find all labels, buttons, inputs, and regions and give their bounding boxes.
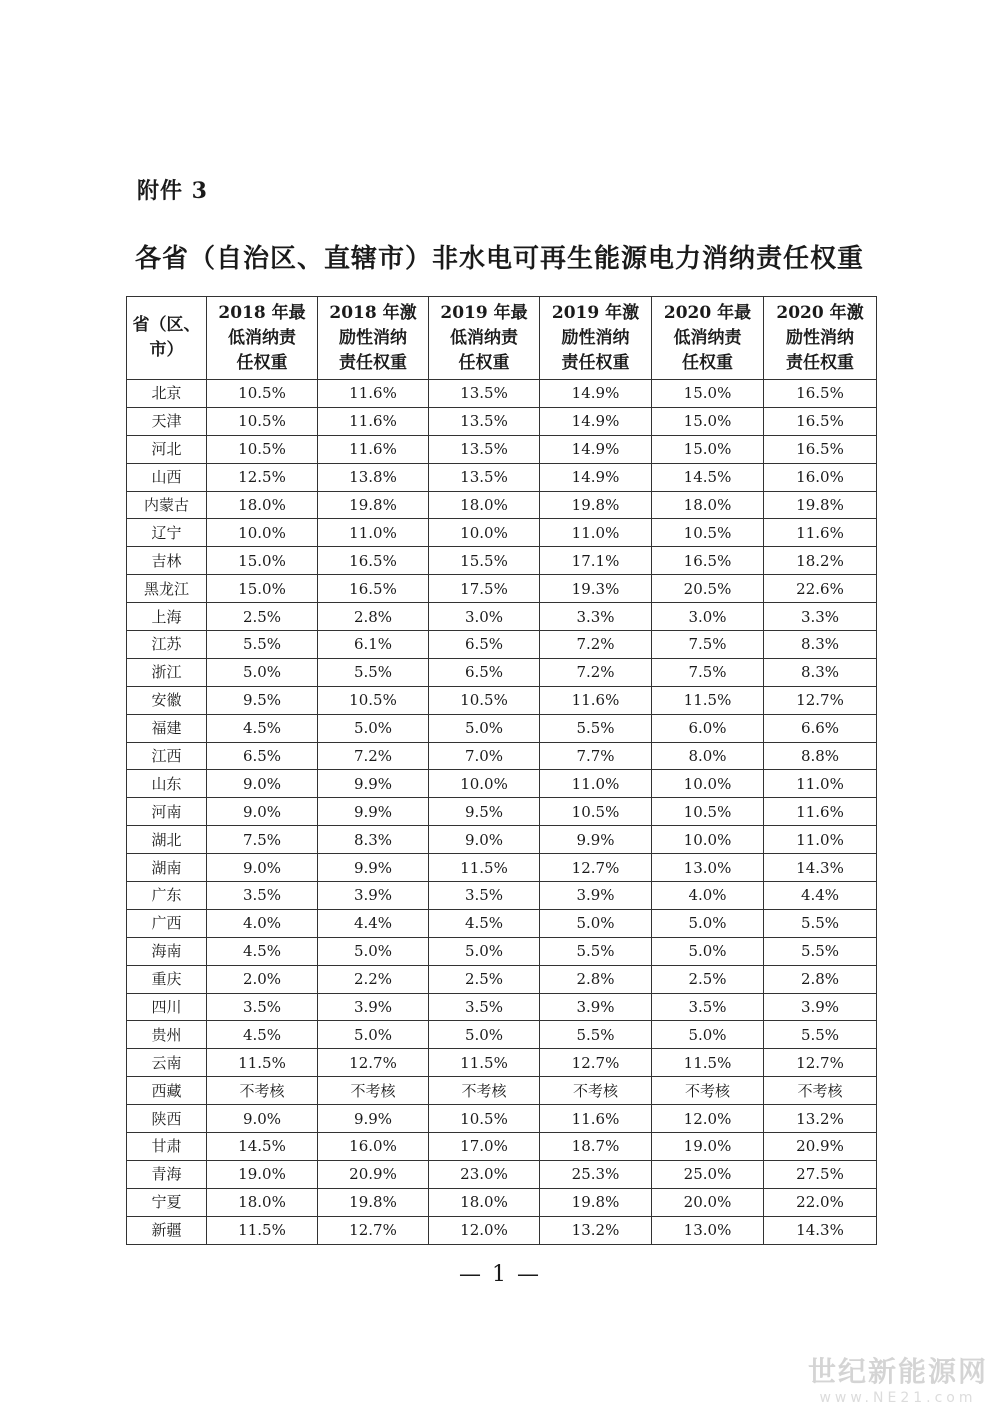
weight-cell: 16.5%	[764, 407, 877, 435]
weight-cell: 11.6%	[540, 686, 652, 714]
province-cell: 甘肃	[127, 1133, 207, 1161]
weight-cell: 14.5%	[652, 463, 764, 491]
header-column	[652, 297, 764, 380]
header-column	[429, 297, 540, 380]
table-row	[127, 547, 877, 575]
weight-cell: 17.1%	[540, 547, 652, 575]
weight-cell: 9.0%	[207, 854, 318, 882]
weight-cell: 16.0%	[764, 463, 877, 491]
weight-cell: 2.5%	[429, 965, 540, 993]
province-cell: 山西	[127, 463, 207, 491]
weight-cell: 11.6%	[764, 519, 877, 547]
weight-cell: 4.0%	[207, 909, 318, 937]
table-row	[127, 798, 877, 826]
weight-cell: 5.5%	[764, 937, 877, 965]
weight-cell: 11.0%	[540, 770, 652, 798]
weight-cell: 20.0%	[652, 1188, 764, 1216]
header-line: 2018 年激	[329, 302, 417, 323]
header-line: 2020 年激	[776, 302, 864, 323]
header-line: 2019 年最	[440, 302, 528, 323]
weight-cell: 12.7%	[764, 686, 877, 714]
weight-cell: 10.0%	[652, 770, 764, 798]
weight-cell: 14.9%	[540, 435, 652, 463]
weight-cell: 10.5%	[540, 798, 652, 826]
weight-cell: 4.4%	[764, 882, 877, 910]
weight-cell: 11.6%	[318, 407, 429, 435]
province-cell: 福建	[127, 714, 207, 742]
weight-cell: 10.5%	[652, 519, 764, 547]
table-row	[127, 519, 877, 547]
weight-cell: 5.5%	[207, 631, 318, 659]
province-cell: 广东	[127, 882, 207, 910]
weight-cell: 不考核	[207, 1077, 318, 1105]
weight-cell: 27.5%	[764, 1160, 877, 1188]
header-line: 任权重	[236, 352, 288, 373]
province-cell: 内蒙古	[127, 491, 207, 519]
weight-cell: 11.6%	[764, 798, 877, 826]
weight-cell: 2.2%	[318, 965, 429, 993]
table-row	[127, 993, 877, 1021]
header-line: 责任权重	[786, 352, 854, 373]
watermark-text: 世纪新能源网	[807, 1355, 988, 1388]
province-cell: 江西	[127, 742, 207, 770]
weight-cell: 9.0%	[207, 1105, 318, 1133]
header-line: 励性消纳	[339, 327, 407, 348]
weight-cell: 9.5%	[429, 798, 540, 826]
weight-cell: 15.0%	[652, 435, 764, 463]
weight-cell: 7.7%	[540, 742, 652, 770]
weight-cell: 18.7%	[540, 1133, 652, 1161]
weight-cell: 18.0%	[429, 1188, 540, 1216]
weight-cell: 9.0%	[207, 770, 318, 798]
province-cell: 天津	[127, 407, 207, 435]
weight-cell: 12.0%	[429, 1216, 540, 1244]
weight-cell: 6.5%	[429, 631, 540, 659]
weight-cell: 4.5%	[207, 1021, 318, 1049]
header-line: 低消纳责	[228, 327, 296, 348]
weight-cell: 16.0%	[318, 1133, 429, 1161]
province-cell: 浙江	[127, 658, 207, 686]
weight-cell: 12.7%	[318, 1216, 429, 1244]
table-row	[127, 937, 877, 965]
weight-cell: 10.5%	[429, 1105, 540, 1133]
weight-cell: 3.5%	[429, 993, 540, 1021]
weight-cell: 5.0%	[318, 937, 429, 965]
weight-cell: 10.5%	[207, 380, 318, 408]
header-line: 励性消纳	[786, 327, 854, 348]
weight-cell: 4.5%	[207, 937, 318, 965]
weight-cell: 15.0%	[652, 380, 764, 408]
weight-cell: 11.6%	[318, 435, 429, 463]
weight-cell: 11.5%	[429, 1049, 540, 1077]
weight-cell: 9.9%	[318, 854, 429, 882]
watermark-logo	[808, 1350, 988, 1406]
weight-cell: 9.0%	[207, 798, 318, 826]
weight-cell: 5.0%	[318, 1021, 429, 1049]
weight-cell: 5.5%	[540, 937, 652, 965]
weight-cell: 2.8%	[764, 965, 877, 993]
weight-cell: 13.2%	[764, 1105, 877, 1133]
weight-cell: 不考核	[652, 1077, 764, 1105]
header-province	[127, 297, 207, 380]
weight-cell: 19.8%	[318, 491, 429, 519]
weight-cell: 7.5%	[652, 658, 764, 686]
weight-cell: 9.9%	[318, 798, 429, 826]
table-row	[127, 909, 877, 937]
weight-cell: 19.8%	[540, 491, 652, 519]
weight-cell: 7.2%	[318, 742, 429, 770]
weight-cell: 5.0%	[207, 658, 318, 686]
weight-cell: 13.8%	[318, 463, 429, 491]
table-row	[127, 603, 877, 631]
weight-cell: 16.5%	[764, 435, 877, 463]
header-line: 市）	[149, 340, 184, 360]
header-line: 2019 年激	[551, 302, 640, 323]
weight-cell: 13.5%	[429, 380, 540, 408]
weight-cell: 4.5%	[429, 909, 540, 937]
table-row	[127, 463, 877, 491]
weight-cell: 11.0%	[764, 770, 877, 798]
table-row	[127, 1105, 877, 1133]
table-row	[127, 1049, 877, 1077]
table-row	[127, 1021, 877, 1049]
weight-cell: 11.5%	[207, 1049, 318, 1077]
weight-cell: 19.3%	[540, 575, 652, 603]
weight-cell: 18.0%	[429, 491, 540, 519]
weight-cell: 11.0%	[318, 519, 429, 547]
weight-cell: 不考核	[318, 1077, 429, 1105]
weight-cell: 3.9%	[318, 882, 429, 910]
weight-cell: 15.0%	[207, 575, 318, 603]
weight-cell: 6.5%	[429, 658, 540, 686]
header-line: 2018 年最	[218, 302, 306, 323]
province-cell: 湖北	[127, 826, 207, 854]
weight-cell: 20.5%	[652, 575, 764, 603]
header-line: 任权重	[682, 352, 733, 373]
province-cell: 重庆	[127, 965, 207, 993]
weight-cell: 3.5%	[207, 882, 318, 910]
province-cell: 安徽	[127, 686, 207, 714]
province-cell: 吉林	[127, 547, 207, 575]
province-cell: 湖南	[127, 854, 207, 882]
weight-cell: 19.8%	[540, 1188, 652, 1216]
weight-cell: 10.0%	[652, 826, 764, 854]
weight-cell: 8.3%	[764, 658, 877, 686]
weight-cell: 11.5%	[652, 686, 764, 714]
table-header-row	[127, 297, 877, 380]
consumption-weights-table	[126, 296, 877, 1245]
table-row	[127, 770, 877, 798]
weight-cell: 2.8%	[540, 965, 652, 993]
weight-cell: 3.3%	[764, 603, 877, 631]
weight-cell: 5.5%	[764, 909, 877, 937]
weight-cell: 18.0%	[652, 491, 764, 519]
province-cell: 四川	[127, 993, 207, 1021]
weight-cell: 10.5%	[652, 798, 764, 826]
weight-cell: 5.0%	[652, 937, 764, 965]
province-cell: 河南	[127, 798, 207, 826]
table-row	[127, 435, 877, 463]
weight-cell: 16.5%	[652, 547, 764, 575]
weight-cell: 8.3%	[318, 826, 429, 854]
header-line: 任权重	[458, 352, 510, 373]
attachment-label: 附件 3	[137, 178, 208, 204]
weight-cell: 3.0%	[652, 603, 764, 631]
weight-cell: 3.5%	[207, 993, 318, 1021]
weight-cell: 10.0%	[207, 519, 318, 547]
weight-cell: 14.9%	[540, 380, 652, 408]
table-row	[127, 380, 877, 408]
weight-cell: 3.9%	[540, 882, 652, 910]
weight-cell: 5.0%	[429, 937, 540, 965]
weight-cell: 12.7%	[540, 1049, 652, 1077]
page-number: — 1 —	[459, 1262, 541, 1287]
table-row	[127, 1077, 877, 1105]
weight-cell: 6.0%	[652, 714, 764, 742]
weight-cell: 10.0%	[429, 770, 540, 798]
weight-cell: 2.0%	[207, 965, 318, 993]
table-row	[127, 965, 877, 993]
weight-cell: 25.0%	[652, 1160, 764, 1188]
table-row	[127, 491, 877, 519]
weight-cell: 18.0%	[207, 491, 318, 519]
province-cell: 宁夏	[127, 1188, 207, 1216]
header-line: 责任权重	[339, 352, 407, 373]
header-line: 励性消纳	[561, 327, 630, 348]
province-cell: 新疆	[127, 1216, 207, 1244]
weight-cell: 3.9%	[318, 993, 429, 1021]
header-column	[207, 297, 318, 380]
weight-cell: 6.5%	[207, 742, 318, 770]
weight-cell: 15.0%	[207, 547, 318, 575]
weight-cell: 9.0%	[429, 826, 540, 854]
province-cell: 贵州	[127, 1021, 207, 1049]
weight-cell: 19.0%	[207, 1160, 318, 1188]
weight-cell: 12.5%	[207, 463, 318, 491]
weight-cell: 13.5%	[429, 407, 540, 435]
province-cell: 江苏	[127, 631, 207, 659]
table-row	[127, 686, 877, 714]
header-line: 2020 年最	[663, 302, 752, 323]
table-row	[127, 1216, 877, 1244]
weight-cell: 5.5%	[540, 1021, 652, 1049]
header-line: 低消纳责	[673, 327, 742, 348]
weight-cell: 5.5%	[318, 658, 429, 686]
weight-cell: 5.0%	[652, 909, 764, 937]
weight-cell: 20.9%	[764, 1133, 877, 1161]
weight-cell: 9.9%	[318, 1105, 429, 1133]
weight-cell: 11.5%	[207, 1216, 318, 1244]
weight-cell: 19.0%	[652, 1133, 764, 1161]
weight-cell: 13.0%	[652, 854, 764, 882]
weight-cell: 10.5%	[207, 435, 318, 463]
weight-cell: 25.3%	[540, 1160, 652, 1188]
table-row	[127, 1160, 877, 1188]
table-row	[127, 826, 877, 854]
weight-cell: 11.5%	[652, 1049, 764, 1077]
table-row	[127, 1133, 877, 1161]
table-row	[127, 575, 877, 603]
province-cell: 广西	[127, 909, 207, 937]
table-row	[127, 407, 877, 435]
weight-cell: 不考核	[764, 1077, 877, 1105]
weight-cell: 11.6%	[318, 380, 429, 408]
weight-cell: 5.0%	[318, 714, 429, 742]
weight-cell: 8.3%	[764, 631, 877, 659]
weight-cell: 8.8%	[764, 742, 877, 770]
weight-cell: 17.0%	[429, 1133, 540, 1161]
weight-cell: 6.6%	[764, 714, 877, 742]
table-row	[127, 658, 877, 686]
weight-cell: 14.9%	[540, 407, 652, 435]
weight-cell: 10.5%	[318, 686, 429, 714]
province-cell: 北京	[127, 380, 207, 408]
weight-cell: 22.6%	[764, 575, 877, 603]
header-column	[318, 297, 429, 380]
weight-cell: 16.5%	[318, 575, 429, 603]
weight-cell: 10.5%	[207, 407, 318, 435]
table-row	[127, 854, 877, 882]
weight-cell: 7.2%	[540, 658, 652, 686]
weight-cell: 5.5%	[764, 1021, 877, 1049]
weight-cell: 11.5%	[429, 854, 540, 882]
weight-cell: 14.3%	[764, 1216, 877, 1244]
weight-cell: 18.2%	[764, 547, 877, 575]
header-line: 责任权重	[561, 352, 630, 373]
weight-cell: 7.0%	[429, 742, 540, 770]
header-column	[540, 297, 652, 380]
weight-cell: 7.5%	[207, 826, 318, 854]
weight-cell: 5.0%	[429, 1021, 540, 1049]
weight-cell: 13.0%	[652, 1216, 764, 1244]
weight-cell: 13.2%	[540, 1216, 652, 1244]
weight-cell: 14.3%	[764, 854, 877, 882]
province-cell: 黑龙江	[127, 575, 207, 603]
province-cell: 辽宁	[127, 519, 207, 547]
weight-cell: 12.7%	[318, 1049, 429, 1077]
weight-cell: 16.5%	[318, 547, 429, 575]
weight-cell: 12.7%	[764, 1049, 877, 1077]
weight-cell: 3.5%	[652, 993, 764, 1021]
weight-cell: 不考核	[429, 1077, 540, 1105]
weight-cell: 3.9%	[764, 993, 877, 1021]
weight-cell: 3.5%	[429, 882, 540, 910]
weight-cell: 6.1%	[318, 631, 429, 659]
weight-cell: 15.5%	[429, 547, 540, 575]
province-cell: 山东	[127, 770, 207, 798]
header-line: 省（区、	[132, 315, 201, 335]
weight-cell: 16.5%	[764, 380, 877, 408]
weight-cell: 5.0%	[652, 1021, 764, 1049]
weight-cell: 13.5%	[429, 435, 540, 463]
table-row	[127, 1188, 877, 1216]
province-cell: 云南	[127, 1049, 207, 1077]
table-row	[127, 882, 877, 910]
weight-cell: 10.0%	[429, 519, 540, 547]
weight-cell: 18.0%	[207, 1188, 318, 1216]
weight-cell: 12.0%	[652, 1105, 764, 1133]
header-line: 低消纳责	[450, 327, 518, 348]
header-column	[764, 297, 877, 380]
weight-cell: 17.5%	[429, 575, 540, 603]
weight-cell: 19.8%	[318, 1188, 429, 1216]
weight-cell: 12.7%	[540, 854, 652, 882]
weight-cell: 9.5%	[207, 686, 318, 714]
weight-cell: 11.0%	[764, 826, 877, 854]
province-cell: 河北	[127, 435, 207, 463]
table-row	[127, 742, 877, 770]
weight-cell: 3.0%	[429, 603, 540, 631]
weight-cell: 4.4%	[318, 909, 429, 937]
weight-cell: 7.5%	[652, 631, 764, 659]
weight-cell: 4.0%	[652, 882, 764, 910]
weight-cell: 9.9%	[540, 826, 652, 854]
table-body	[127, 380, 877, 1245]
province-cell: 海南	[127, 937, 207, 965]
weight-cell: 8.0%	[652, 742, 764, 770]
weight-cell: 5.0%	[429, 714, 540, 742]
weight-cell: 7.2%	[540, 631, 652, 659]
province-cell: 青海	[127, 1160, 207, 1188]
weight-cell: 15.0%	[652, 407, 764, 435]
weight-cell: 9.9%	[318, 770, 429, 798]
weight-cell: 14.5%	[207, 1133, 318, 1161]
weight-cell: 19.8%	[764, 491, 877, 519]
weight-cell: 3.9%	[540, 993, 652, 1021]
table-row	[127, 714, 877, 742]
weight-cell: 3.3%	[540, 603, 652, 631]
province-cell: 陕西	[127, 1105, 207, 1133]
weight-cell: 2.8%	[318, 603, 429, 631]
weight-cell: 4.5%	[207, 714, 318, 742]
weight-cell: 23.0%	[429, 1160, 540, 1188]
weight-cell: 2.5%	[652, 965, 764, 993]
weight-cell: 13.5%	[429, 463, 540, 491]
document-title: 各省（自治区、直辖市）非水电可再生能源电力消纳责任权重	[135, 244, 865, 274]
weight-cell: 不考核	[540, 1077, 652, 1105]
weight-cell: 11.0%	[540, 519, 652, 547]
province-cell: 西藏	[127, 1077, 207, 1105]
province-cell: 上海	[127, 603, 207, 631]
weight-cell: 14.9%	[540, 463, 652, 491]
weight-cell: 5.0%	[540, 909, 652, 937]
weight-cell: 20.9%	[318, 1160, 429, 1188]
weight-cell: 2.5%	[207, 603, 318, 631]
watermark-url: www.NE21.com	[819, 1390, 977, 1406]
weight-cell: 11.6%	[540, 1105, 652, 1133]
weight-cell: 5.5%	[540, 714, 652, 742]
table-row	[127, 631, 877, 659]
weight-cell: 22.0%	[764, 1188, 877, 1216]
weight-cell: 10.5%	[429, 686, 540, 714]
